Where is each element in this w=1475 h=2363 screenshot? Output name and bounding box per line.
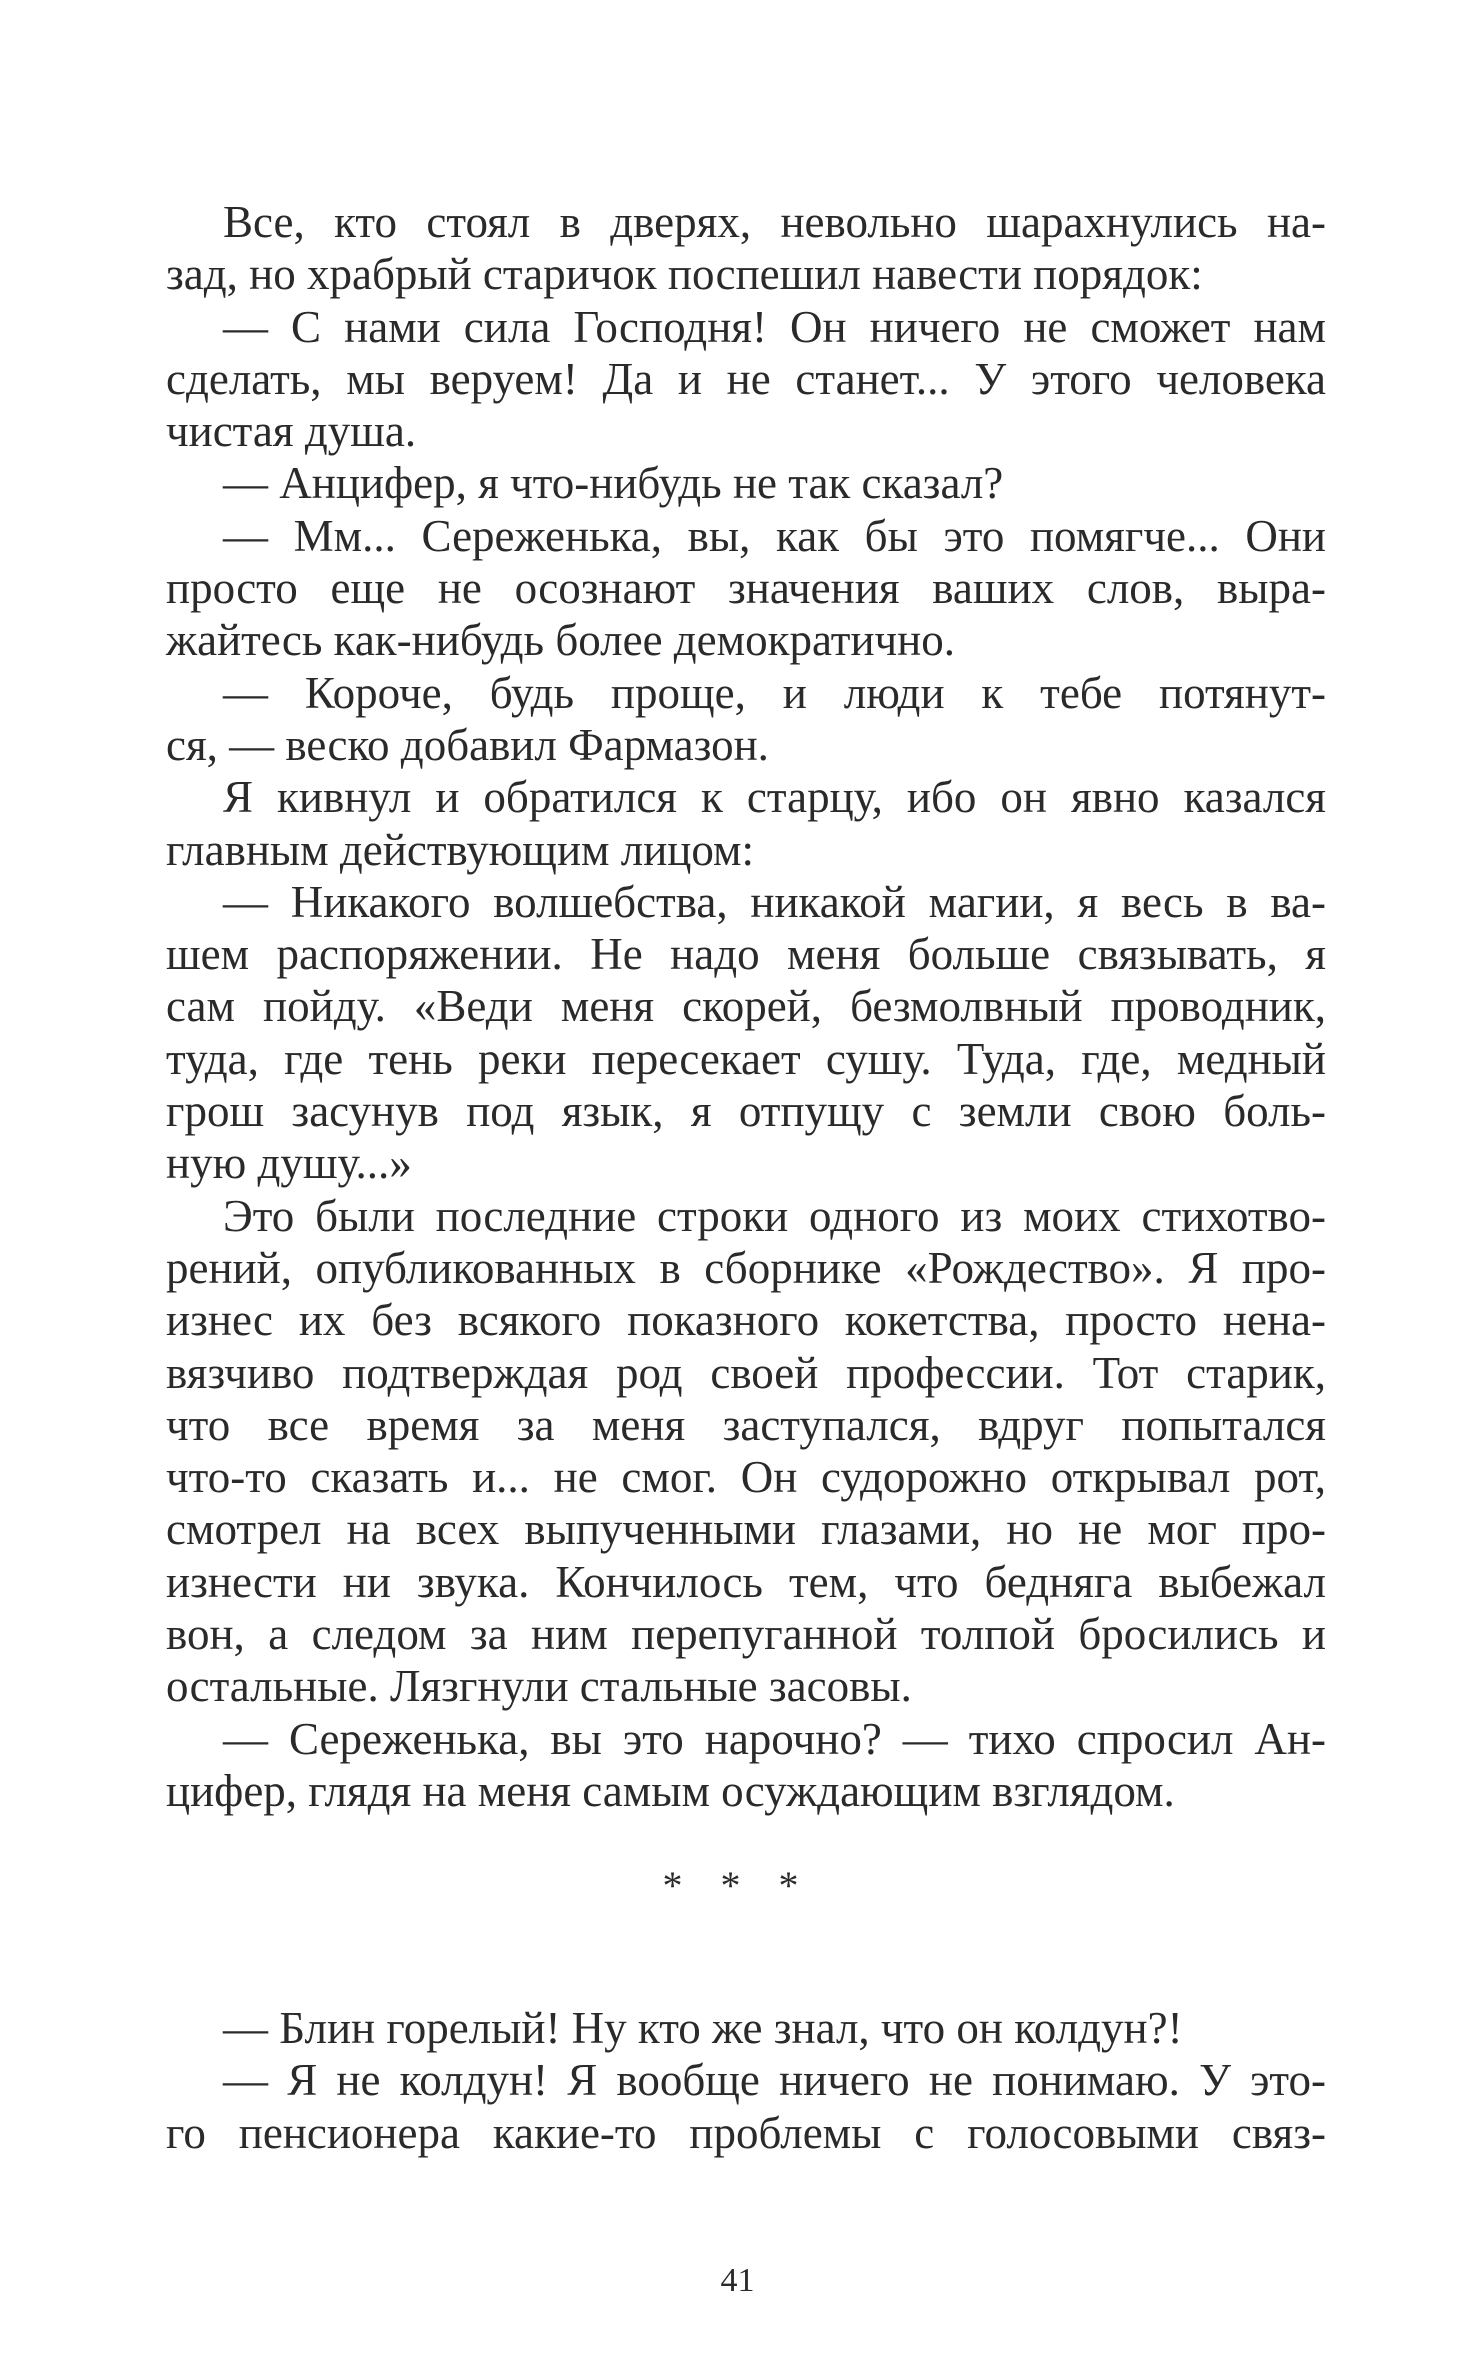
text-line: туда, где тень реки пересекает сушу. Туда, где, медный: [166, 1033, 1326, 1084]
text-line: — Короче, будь проще, и люди к тебе потянут-: [223, 667, 1326, 718]
text-line: зад, но храбрый старичок поспешил навести порядок:: [166, 249, 1203, 300]
text-line: Я кивнул и обратился к старцу, ибо он явно казался: [223, 772, 1326, 823]
text-line: ную душу...»: [166, 1138, 412, 1189]
text-line: — Сереженька, вы это нарочно? — тихо спросил Ан-: [223, 1713, 1326, 1764]
text-line: жайтесь как-нибудь более демократично.: [166, 615, 956, 666]
text-line: изнести ни звука. Кончилось тем, что бедняга выбежал: [166, 1556, 1326, 1607]
text-line: — Никакого волшебства, никакой магии, я весь в ва-: [223, 876, 1326, 927]
page-number: 41: [720, 2262, 755, 2299]
text-line: — Анцифер, я что-нибудь не так сказал?: [223, 458, 1004, 509]
text-line: сам пойду. «Веди меня скорей, безмолвный проводник,: [166, 981, 1326, 1032]
text-line: главным действующим лицом:: [166, 824, 755, 875]
text-line: вязчиво подтверждая род своей профессии. Тот старик,: [166, 1347, 1326, 1398]
continuation-text: [166, 2002, 1326, 2159]
text-line: смотрел на всех выпученными глазами, но не мог про-: [166, 1504, 1326, 1555]
text-line: грош засунув под язык, я отпущу с земли свою боль-: [166, 1086, 1326, 1137]
text-line: — Мм... Сереженька, вы, как бы это помягче... Они: [223, 510, 1326, 561]
text-line: что все время за меня заступался, вдруг попытался: [166, 1399, 1326, 1450]
text-line: чистая душа.: [166, 406, 417, 457]
text-line: го пенсионера какие-то проблемы с голосовыми связ-: [166, 2107, 1326, 2158]
text-line: просто еще не осознают значения ваших слов, выра-: [166, 563, 1326, 614]
text-line: остальные. Лязгнули стальные засовы.: [166, 1661, 912, 1712]
text-line: — С нами сила Господня! Он ничего не сможет нам: [223, 301, 1326, 352]
text-line: — Я не колдун! Я вообще ничего не понимаю. У это-: [223, 2055, 1326, 2106]
text-line: — Блин горелый! Ну кто же знал, что он колдун?!: [223, 2003, 1183, 2053]
text-line: рений, опубликованных в сборнике «Рождество». Я про-: [166, 1242, 1326, 1293]
text-line: ся, — веско добавил Фармазон.: [166, 719, 769, 770]
text-line: шем распоряжении. Не надо меня больше связывать, я: [166, 929, 1326, 980]
text-line: вон, а следом за ним перепуганной толпой бросились и: [166, 1609, 1326, 1660]
text-line: что-то сказать и... не смог. Он судорожно открывал рот,: [166, 1452, 1326, 1503]
main-text: [166, 196, 1326, 1817]
text-line: Все, кто стоял в дверях, невольно шарахнулись на-: [223, 197, 1326, 247]
text-line: цифер, глядя на меня самым осуждающим взглядом.: [166, 1765, 1175, 1816]
section-separator: * * *: [662, 1863, 813, 1908]
text-line: изнес их без всякого показного кокетства, просто нена-: [166, 1295, 1326, 1346]
text-line: сделать, мы веруем! Да и не станет... У этого человека: [166, 353, 1326, 404]
text-line: Это были последние строки одного из моих стихотво-: [223, 1190, 1326, 1241]
